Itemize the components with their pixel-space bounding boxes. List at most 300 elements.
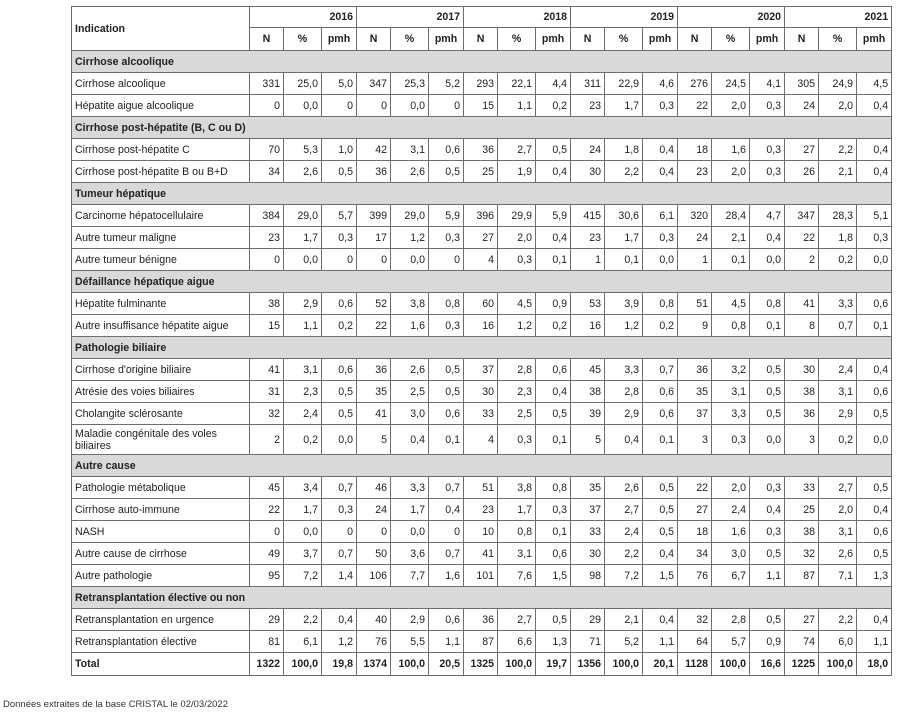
table-cell: 0 (357, 249, 391, 271)
table-cell: 0,6 (857, 521, 892, 543)
table-cell: 45 (571, 359, 605, 381)
table-cell: 52 (357, 293, 391, 315)
total-cell: 16,6 (750, 653, 785, 676)
row-label: Autre pathologie (72, 565, 250, 587)
table-cell: 0,8 (712, 315, 750, 337)
total-cell: 100,0 (391, 653, 429, 676)
table-cell: 0,3 (429, 315, 464, 337)
header-subcolumn: N (785, 28, 819, 51)
table-cell: 7,7 (391, 565, 429, 587)
table-cell: 3,4 (284, 477, 322, 499)
table-cell: 1 (571, 249, 605, 271)
table-cell: 76 (678, 565, 712, 587)
header-indication: Indication (72, 7, 250, 51)
table-cell: 7,2 (605, 565, 643, 587)
table-cell: 6,1 (284, 631, 322, 653)
row-label: Retransplantation élective (72, 631, 250, 653)
table-cell: 0,7 (322, 543, 357, 565)
table-cell: 0,2 (322, 315, 357, 337)
table-cell: 24 (678, 227, 712, 249)
row-label: Cholangite sclérosante (72, 403, 250, 425)
table-cell: 9 (678, 315, 712, 337)
table-cell: 5,2 (429, 73, 464, 95)
header-year: 2016 (250, 7, 357, 28)
table-cell: 3,1 (498, 543, 536, 565)
table-cell: 0,4 (750, 227, 785, 249)
table-cell: 0,0 (750, 249, 785, 271)
table-cell: 0,5 (750, 609, 785, 631)
table-cell: 2,1 (712, 227, 750, 249)
table-cell: 0,4 (429, 499, 464, 521)
table-cell: 42 (357, 139, 391, 161)
table-cell: 4,1 (750, 73, 785, 95)
table-cell: 2,0 (498, 227, 536, 249)
table-cell: 6,6 (498, 631, 536, 653)
table-cell: 24,9 (819, 73, 857, 95)
table-cell: 18 (678, 139, 712, 161)
table-cell: 3,2 (712, 359, 750, 381)
table-cell: 0,4 (536, 161, 571, 183)
table-cell: 36 (678, 359, 712, 381)
table-cell: 276 (678, 73, 712, 95)
table-cell: 18 (678, 521, 712, 543)
table-cell: 36 (464, 139, 498, 161)
total-row (72, 653, 892, 676)
table-cell: 305 (785, 73, 819, 95)
table-cell: 4,4 (536, 73, 571, 95)
table-cell: 30 (571, 161, 605, 183)
table-row (72, 249, 892, 271)
table-cell: 6,1 (643, 205, 678, 227)
table-cell: 293 (464, 73, 498, 95)
table-cell: 71 (571, 631, 605, 653)
table-cell: 1,2 (498, 315, 536, 337)
table-cell: 5,7 (712, 631, 750, 653)
table-cell: 2,2 (819, 139, 857, 161)
table-cell: 64 (678, 631, 712, 653)
total-cell: 20,5 (429, 653, 464, 676)
table-cell: 23 (250, 227, 284, 249)
table-cell: 1,7 (284, 499, 322, 521)
table-cell: 16 (464, 315, 498, 337)
table-cell: 7,2 (284, 565, 322, 587)
table-cell: 51 (464, 477, 498, 499)
table-cell: 1,1 (498, 95, 536, 117)
table-cell: 2 (250, 425, 284, 455)
table-cell: 36 (464, 609, 498, 631)
table-cell: 3,0 (391, 403, 429, 425)
table-cell: 1,1 (284, 315, 322, 337)
table-cell: 0,1 (750, 315, 785, 337)
table-cell: 0,5 (536, 609, 571, 631)
table-cell: 0,6 (643, 403, 678, 425)
table-cell: 2,2 (284, 609, 322, 631)
table-cell: 0,0 (750, 425, 785, 455)
table-cell: 3,6 (391, 543, 429, 565)
table-cell: 2,0 (712, 95, 750, 117)
table-cell: 2,3 (284, 381, 322, 403)
table-cell: 0,6 (322, 359, 357, 381)
table-cell: 0,3 (498, 425, 536, 455)
table-cell: 2,1 (605, 609, 643, 631)
header-year: 2018 (464, 7, 571, 28)
table-cell: 1,3 (536, 631, 571, 653)
total-cell: 1356 (571, 653, 605, 676)
table-cell: 0,6 (857, 381, 892, 403)
section-row (72, 271, 892, 293)
table-cell: 3,3 (605, 359, 643, 381)
table-cell: 2,9 (391, 609, 429, 631)
table-cell: 29,9 (498, 205, 536, 227)
table-cell: 0,1 (536, 521, 571, 543)
table-cell: 2,3 (498, 381, 536, 403)
header-subcolumn: % (498, 28, 536, 51)
table-cell: 1,7 (391, 499, 429, 521)
table-cell: 3,1 (284, 359, 322, 381)
table-cell: 3,0 (712, 543, 750, 565)
total-cell: 18,0 (857, 653, 892, 676)
table-cell: 5,1 (857, 205, 892, 227)
table-cell: 0,5 (857, 477, 892, 499)
section-row (72, 183, 892, 205)
table-cell: 0,0 (391, 249, 429, 271)
table-cell: 320 (678, 205, 712, 227)
table-cell: 51 (678, 293, 712, 315)
table-cell: 0,6 (643, 381, 678, 403)
table-cell: 23 (464, 499, 498, 521)
table-cell: 1,7 (605, 95, 643, 117)
table-cell: 0,4 (643, 543, 678, 565)
table-cell: 27 (785, 139, 819, 161)
table-cell: 41 (250, 359, 284, 381)
table-cell: 0,1 (643, 425, 678, 455)
table-cell: 2,0 (819, 95, 857, 117)
table-cell: 35 (678, 381, 712, 403)
table-cell: 0,5 (429, 381, 464, 403)
row-label: Cirrhose alcoolique (72, 73, 250, 95)
table-cell: 1,1 (643, 631, 678, 653)
table-cell: 0 (322, 249, 357, 271)
table-cell: 0,3 (750, 95, 785, 117)
table-cell: 87 (464, 631, 498, 653)
table-cell: 0,6 (322, 293, 357, 315)
header-subcolumn: pmh (536, 28, 571, 51)
table-cell: 23 (571, 95, 605, 117)
table-row (72, 381, 892, 403)
section-row (72, 337, 892, 359)
table-cell: 0 (250, 249, 284, 271)
table-row (72, 609, 892, 631)
table-cell: 1 (678, 249, 712, 271)
table-cell: 2,9 (819, 403, 857, 425)
section-label: Tumeur hépatique (72, 183, 892, 205)
total-cell: 100,0 (605, 653, 643, 676)
total-cell: 1322 (250, 653, 284, 676)
table-cell: 1,7 (605, 227, 643, 249)
table-cell: 106 (357, 565, 391, 587)
table-cell: 29,0 (284, 205, 322, 227)
table-cell: 1,3 (857, 565, 892, 587)
row-label: Hépatite fulminante (72, 293, 250, 315)
row-label: Autre tumeur maligne (72, 227, 250, 249)
table-cell: 0,3 (536, 499, 571, 521)
table-cell: 29 (571, 609, 605, 631)
table-cell: 0,2 (819, 249, 857, 271)
header-subcolumn: N (250, 28, 284, 51)
table-cell: 5,9 (429, 205, 464, 227)
table-cell: 32 (678, 609, 712, 631)
table-cell: 0,3 (750, 161, 785, 183)
table-cell: 0 (250, 521, 284, 543)
header-subcolumn: N (571, 28, 605, 51)
header-year: 2020 (678, 7, 785, 28)
row-label: Autre cause de cirrhose (72, 543, 250, 565)
header-year: 2021 (785, 7, 892, 28)
table-cell: 6,0 (819, 631, 857, 653)
table-cell: 0,3 (429, 227, 464, 249)
table-cell: 0,8 (643, 293, 678, 315)
table-cell: 0,7 (643, 359, 678, 381)
table-cell: 22,9 (605, 73, 643, 95)
table-cell: 0,6 (429, 403, 464, 425)
section-label: Cirrhose post-hépatite (B, C ou D) (72, 117, 892, 139)
table-cell: 41 (464, 543, 498, 565)
table-cell: 0,9 (536, 293, 571, 315)
table-cell: 1,6 (712, 139, 750, 161)
header-subcolumn: N (678, 28, 712, 51)
table-cell: 22 (250, 499, 284, 521)
table-cell: 347 (785, 205, 819, 227)
table-cell: 22,1 (498, 73, 536, 95)
table-cell: 4,5 (857, 73, 892, 95)
table-cell: 2 (785, 249, 819, 271)
table-cell: 0,8 (536, 477, 571, 499)
table-cell: 0,1 (429, 425, 464, 455)
row-label: Carcinome hépatocellulaire (72, 205, 250, 227)
table-cell: 2,4 (819, 359, 857, 381)
table-cell: 5,9 (536, 205, 571, 227)
table-cell: 33 (571, 521, 605, 543)
table-cell: 4,5 (498, 293, 536, 315)
table-cell: 27 (785, 609, 819, 631)
table-cell: 37 (571, 499, 605, 521)
table-cell: 0,8 (429, 293, 464, 315)
table-cell: 2,8 (712, 609, 750, 631)
header-year: 2019 (571, 7, 678, 28)
table-cell: 98 (571, 565, 605, 587)
total-cell: 20,1 (643, 653, 678, 676)
table-cell: 0,5 (643, 499, 678, 521)
header-subcolumn: N (464, 28, 498, 51)
row-label: Hépatite aigue alcoolique (72, 95, 250, 117)
table-cell: 0,5 (750, 403, 785, 425)
table-cell: 311 (571, 73, 605, 95)
table-cell: 0 (250, 95, 284, 117)
table-cell: 33 (785, 477, 819, 499)
table-cell: 0,1 (536, 249, 571, 271)
total-cell: 100,0 (819, 653, 857, 676)
table-cell: 0,7 (322, 477, 357, 499)
table-cell: 1,4 (322, 565, 357, 587)
table-cell: 24,5 (712, 73, 750, 95)
table-row (72, 293, 892, 315)
table-cell: 35 (357, 381, 391, 403)
table-row (72, 521, 892, 543)
table-cell: 3,9 (605, 293, 643, 315)
table-cell: 2,4 (605, 521, 643, 543)
table-cell: 0,5 (750, 359, 785, 381)
table-cell: 0,5 (322, 403, 357, 425)
total-cell: 1374 (357, 653, 391, 676)
table-cell: 41 (357, 403, 391, 425)
table-cell: 31 (250, 381, 284, 403)
table-cell: 0,4 (391, 425, 429, 455)
table-cell: 2,8 (498, 359, 536, 381)
table-cell: 74 (785, 631, 819, 653)
table-row (72, 205, 892, 227)
table-cell: 0,4 (857, 161, 892, 183)
section-label: Retransplantation élective ou non (72, 587, 892, 609)
table-cell: 15 (250, 315, 284, 337)
table-row (72, 403, 892, 425)
table-cell: 5 (357, 425, 391, 455)
table-cell: 347 (357, 73, 391, 95)
table-cell: 5 (571, 425, 605, 455)
table-cell: 0,0 (284, 521, 322, 543)
total-cell: 1225 (785, 653, 819, 676)
table-cell: 41 (785, 293, 819, 315)
table-cell: 1,5 (536, 565, 571, 587)
header-subcolumn: pmh (322, 28, 357, 51)
table-cell: 2,0 (712, 477, 750, 499)
table-cell: 5,7 (322, 205, 357, 227)
table-cell: 30 (464, 381, 498, 403)
table-cell: 2,1 (819, 161, 857, 183)
table-row (72, 95, 892, 117)
table-cell: 0,5 (536, 403, 571, 425)
table-cell: 33 (464, 403, 498, 425)
table-cell: 0,4 (750, 499, 785, 521)
table-row (72, 477, 892, 499)
table-cell: 60 (464, 293, 498, 315)
table-cell: 0,5 (322, 161, 357, 183)
table-row (72, 161, 892, 183)
table-cell: 399 (357, 205, 391, 227)
header-subcolumn: pmh (429, 28, 464, 51)
table-cell: 0,1 (536, 425, 571, 455)
table-cell: 87 (785, 565, 819, 587)
table-cell: 396 (464, 205, 498, 227)
table-cell: 3,8 (498, 477, 536, 499)
table-row (72, 565, 892, 587)
table-cell: 4 (464, 249, 498, 271)
table-cell: 25,3 (391, 73, 429, 95)
total-cell: 100,0 (712, 653, 750, 676)
table-cell: 1,7 (498, 499, 536, 521)
total-cell: 19,7 (536, 653, 571, 676)
table-cell: 0,6 (536, 359, 571, 381)
table-cell: 0,3 (643, 95, 678, 117)
table-cell: 0,1 (712, 249, 750, 271)
header-subcolumn: % (819, 28, 857, 51)
table-cell: 2,5 (391, 381, 429, 403)
table-cell: 3,3 (391, 477, 429, 499)
table-cell: 36 (785, 403, 819, 425)
table-cell: 30 (571, 543, 605, 565)
row-label: Cirrhose post-hépatite C (72, 139, 250, 161)
table-cell: 1,6 (391, 315, 429, 337)
table-cell: 3,1 (391, 139, 429, 161)
total-label: Total (72, 653, 250, 676)
table-cell: 2,8 (605, 381, 643, 403)
table-cell: 1,1 (429, 631, 464, 653)
table-cell: 3,1 (819, 521, 857, 543)
table-cell: 23 (571, 227, 605, 249)
table-cell: 1,2 (605, 315, 643, 337)
table-cell: 6,7 (712, 565, 750, 587)
indication-table (71, 6, 892, 676)
section-row (72, 117, 892, 139)
table-row (72, 631, 892, 653)
table-cell: 1,2 (391, 227, 429, 249)
table-cell: 0,6 (429, 139, 464, 161)
section-label: Cirrhose alcoolique (72, 51, 892, 73)
table-cell: 2,6 (819, 543, 857, 565)
section-row (72, 455, 892, 477)
table-cell: 0,6 (429, 609, 464, 631)
table-cell: 0,2 (536, 315, 571, 337)
table-cell: 1,8 (605, 139, 643, 161)
table-cell: 22 (678, 95, 712, 117)
table-cell: 38 (571, 381, 605, 403)
table-cell: 2,0 (712, 161, 750, 183)
row-label: NASH (72, 521, 250, 543)
table-cell: 2,7 (605, 499, 643, 521)
header-subcolumn: pmh (857, 28, 892, 51)
table-cell: 0,6 (536, 543, 571, 565)
table-cell: 0,0 (284, 95, 322, 117)
table-cell: 28,3 (819, 205, 857, 227)
table-cell: 70 (250, 139, 284, 161)
table-row (72, 227, 892, 249)
table-cell: 2,4 (712, 499, 750, 521)
table-cell: 0,4 (857, 499, 892, 521)
table-cell: 0,5 (322, 381, 357, 403)
table-cell: 1,0 (322, 139, 357, 161)
table-cell: 0,0 (857, 249, 892, 271)
table-cell: 0,5 (857, 403, 892, 425)
table-cell: 0,7 (819, 315, 857, 337)
table-cell: 0,2 (819, 425, 857, 455)
table-cell: 2,2 (605, 161, 643, 183)
table-cell: 35 (571, 477, 605, 499)
table-cell: 0,0 (322, 425, 357, 455)
table-cell: 4,5 (712, 293, 750, 315)
table-row (72, 359, 892, 381)
table-cell: 29 (250, 609, 284, 631)
table-cell: 2,7 (498, 609, 536, 631)
table-cell: 28,4 (712, 205, 750, 227)
table-cell: 0,3 (750, 521, 785, 543)
table-cell: 95 (250, 565, 284, 587)
table-cell: 2,6 (391, 359, 429, 381)
table-cell: 0,5 (429, 359, 464, 381)
row-label: Atrésie des voies biliaires (72, 381, 250, 403)
section-row (72, 51, 892, 73)
header-subcolumn: pmh (750, 28, 785, 51)
table-cell: 2,2 (819, 609, 857, 631)
table-cell: 0,1 (857, 315, 892, 337)
